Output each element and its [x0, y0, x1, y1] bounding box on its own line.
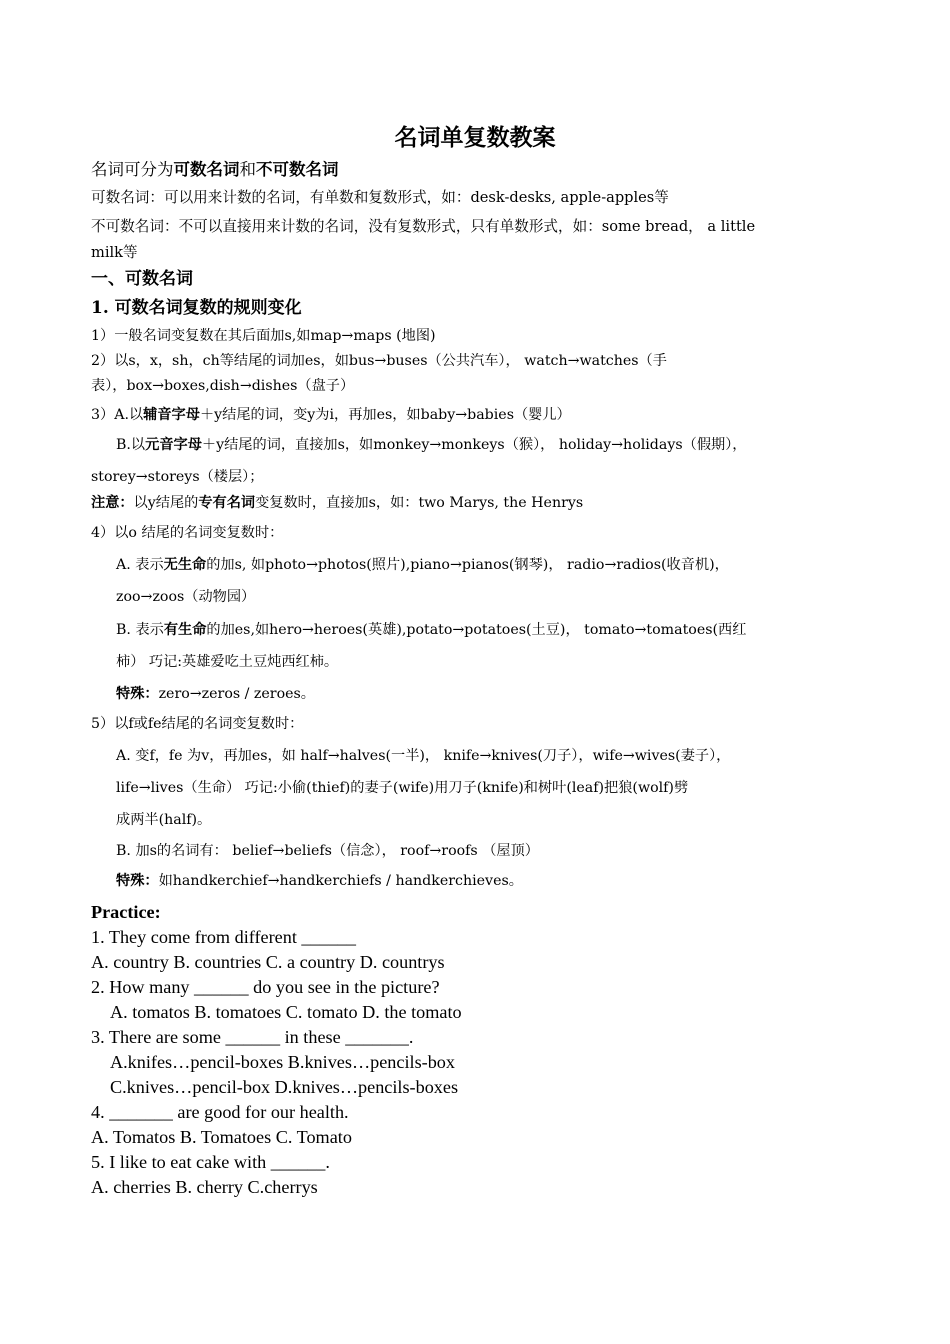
rule-2-line1: 2）以s，x，sh，ch等结尾的词加es，如bus→buses（公共汽车）， watch→watches（手: [91, 353, 667, 369]
intro-text: 和: [239, 160, 256, 179]
special-text: 如handkerchief→handkerchiefs / handkerchieves。: [158, 873, 523, 889]
intro-line: [91, 162, 339, 179]
rule-1: 1）一般名词变复数在其后面加s,如map→maps (地图): [91, 328, 436, 344]
uncountable-definition-line1: 不可数名词：不可以直接用来计数的名词，没有复数形式，只有单数形式，如：some bread， a little: [91, 218, 756, 235]
question-2: 2. How many ______ do you see in the picture?: [91, 977, 440, 997]
intro-term-uncountable: 不可数名词: [256, 160, 339, 179]
note-label: 注意：: [91, 495, 134, 511]
rule-5-special: [116, 874, 523, 888]
rule-text: 3）A.以: [91, 407, 144, 423]
special-text: zero→zeros / zeroes。: [158, 686, 315, 702]
rule-5a-line1: A. 变f，fe 为v，再加es，如 half→halves(一半)， knife→knives(刀子），wife→wives(妻子），: [116, 748, 731, 764]
section-heading: 一、可数名词: [91, 269, 193, 289]
rule-text: 的加s, 如photo→photos(照片),piano→pianos(钢琴)， radio→radios(收音机)，: [206, 557, 729, 573]
question-3: 3. There are some ______ in these _______.: [91, 1027, 414, 1047]
uncountable-definition-line2: milk等: [91, 244, 138, 261]
rule-4b-line2: 柿） 巧记:英雄爱吃土豆炖西红柿。: [116, 654, 339, 670]
rule-text: B. 表示: [116, 622, 164, 638]
note-line: [91, 496, 583, 510]
question-3-options-cd: C.knives…pencil-box D.knives…pencils-boxes: [110, 1077, 459, 1097]
rule-text: ＋y结尾的词，直接加s，如monkey→monkeys（猴）， holiday→holidays（假期），: [201, 437, 747, 453]
question-1-options: A. country B. countries C. a country D. countrys: [91, 952, 445, 972]
note-keyword: 专有名词: [198, 495, 256, 511]
practice-heading: Practice:: [91, 902, 161, 922]
rule-text: B.以: [116, 437, 146, 453]
note-text: 以y结尾的: [133, 495, 199, 511]
question-5-options: A. cherries B. cherry C.cherrys: [91, 1177, 318, 1197]
question-4-options: A. Tomatos B. Tomatoes C. Tomato: [91, 1127, 352, 1147]
rule-3b-line2: storey→storeys（楼层）；: [91, 469, 264, 485]
rule-text: ＋y结尾的词，变y为i，再加es，如baby→babies（婴儿）: [199, 407, 571, 423]
rule-5: 5）以f或fe结尾的名词变复数时：: [91, 716, 304, 732]
rule-5a-line2: life→lives（生命） 巧记:小偷(thief)的妻子(wife)用刀子(knife)和树叶(leaf)把狼(wolf)劈: [116, 780, 689, 796]
rule-keyword: 辅音字母: [143, 407, 200, 423]
intro-text: 名词可分为: [91, 160, 174, 179]
question-5: 5. I like to eat cake with ______.: [91, 1152, 330, 1172]
rule-keyword: 元音字母: [145, 437, 202, 453]
rule-5b: B. 加s的名词有： belief→beliefs（信念）， roof→roofs （屋顶）: [116, 843, 539, 859]
subsection-heading: 1. 可数名词复数的规则变化: [91, 298, 302, 318]
question-3-options-ab: A.knifes…pencil-boxes B.knives…pencils-box: [110, 1052, 455, 1072]
rule-text: A. 表示: [116, 557, 164, 573]
countable-definition: 可数名词：可以用来计数的名词，有单数和复数形式，如：desk-desks, apple-apples等: [91, 189, 669, 206]
rule-4a-line1: [116, 558, 729, 572]
question-2-options: A. tomatos B. tomatoes C. tomato D. the tomato: [110, 1002, 462, 1022]
rule-text: 的加es,如hero→heroes(英雄),potato→potatoes(土豆)， tomato→tomatoes(西红: [206, 622, 747, 638]
rule-keyword: 有生命: [163, 622, 207, 638]
rule-4b-line1: [116, 623, 746, 637]
special-label: 特殊：: [116, 686, 159, 702]
intro-term-countable: 可数名词: [173, 160, 240, 179]
question-4: 4. _______ are good for our health.: [91, 1102, 349, 1122]
rule-3a: [91, 408, 571, 422]
rule-4-special: [116, 687, 315, 701]
question-1: 1. They come from different ______: [91, 927, 356, 947]
page-title: 名词单复数教案: [394, 124, 556, 151]
rule-3b-line1: [116, 438, 746, 452]
rule-4a-line2: zoo→zoos（动物园）: [116, 589, 256, 605]
special-label: 特殊：: [116, 873, 159, 889]
rule-2-line2: 表），box→boxes,dish→dishes（盘子）: [91, 378, 355, 394]
rule-4: 4）以o 结尾的名词变复数时：: [91, 525, 284, 541]
note-text: 变复数时，直接加s，如：two Marys, the Henrys: [255, 495, 584, 511]
rule-5a-line3: 成两半(half)。: [116, 812, 212, 828]
rule-keyword: 无生命: [163, 557, 207, 573]
